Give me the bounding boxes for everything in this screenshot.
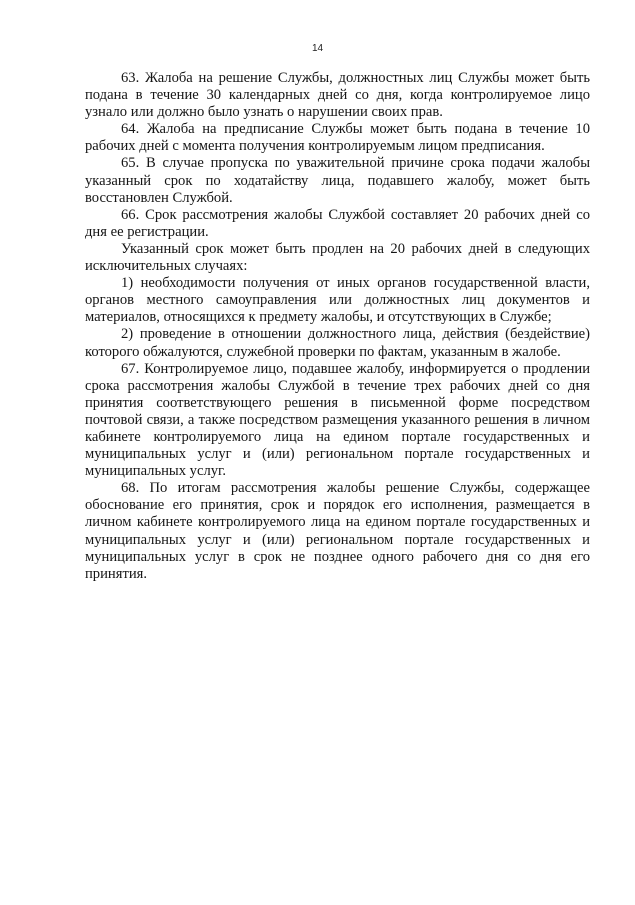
list-item-2: 2) проведение в отношении должностного лица, действия (бездействие) которого обжалуются, служебной проверки по фактам, указанным в жалобе.	[85, 326, 590, 360]
paragraph-66: 66. Срок рассмотрения жалобы Службой составляет 20 рабочих дней со дня ее регистрации.	[85, 206, 590, 240]
paragraph-68: 68. По итогам рассмотрения жалобы решение Службы, содержащее обоснование его принятия, срок и порядок его исполнения, размещается в личном кабинете контролируемого лица на едином портале государственных и муниципальных услуг и (или) региональном портале государственных и муниципальных услуг в срок не позднее одного рабочего дня со дня его принятия.	[85, 480, 590, 582]
paragraph-extension: Указанный срок может быть продлен на 20 рабочих дней в следующих исключительных случаях:	[85, 240, 590, 275]
document-body	[85, 70, 590, 583]
list-item-1: 1) необходимости получения от иных органов государственной власти, органов местного самоуправления или должностных лиц документов и материалов, относящихся к предмету жалобы, и отсутствующих в Службе;	[85, 275, 590, 326]
paragraph-65: 65. В случае пропуска по уважительной причине срока подачи жалобы указанный срок по ходатайству лица, подавшего жалобу, может быть восстановлен Службой.	[85, 155, 590, 206]
paragraph-67: 67. Контролируемое лицо, подавшее жалобу, информируется о продлении срока рассмотрения жалобы Службой в течение трех рабочих дней со дня принятия соответствующего решения в письменной форме посредством почтовой связи, а также посредством размещения указанного решения в личном кабинете контролируемого лица на едином портале государственных и муниципальных услуг и (или) региональном портале государственных и муниципальных услуг.	[85, 360, 590, 480]
paragraph-64: 64. Жалоба на предписание Службы может быть подана в течение 10 рабочих дней с момента получения контролируемым лицом предписания.	[85, 121, 590, 155]
page-number: 14	[311, 43, 324, 54]
paragraph-63: 63. Жалоба на решение Службы, должностных лиц Службы может быть подана в течение 30 календарных дней со дня, когда контролируемое лицо узнало или должно было узнать о нарушении своих прав.	[85, 70, 590, 121]
